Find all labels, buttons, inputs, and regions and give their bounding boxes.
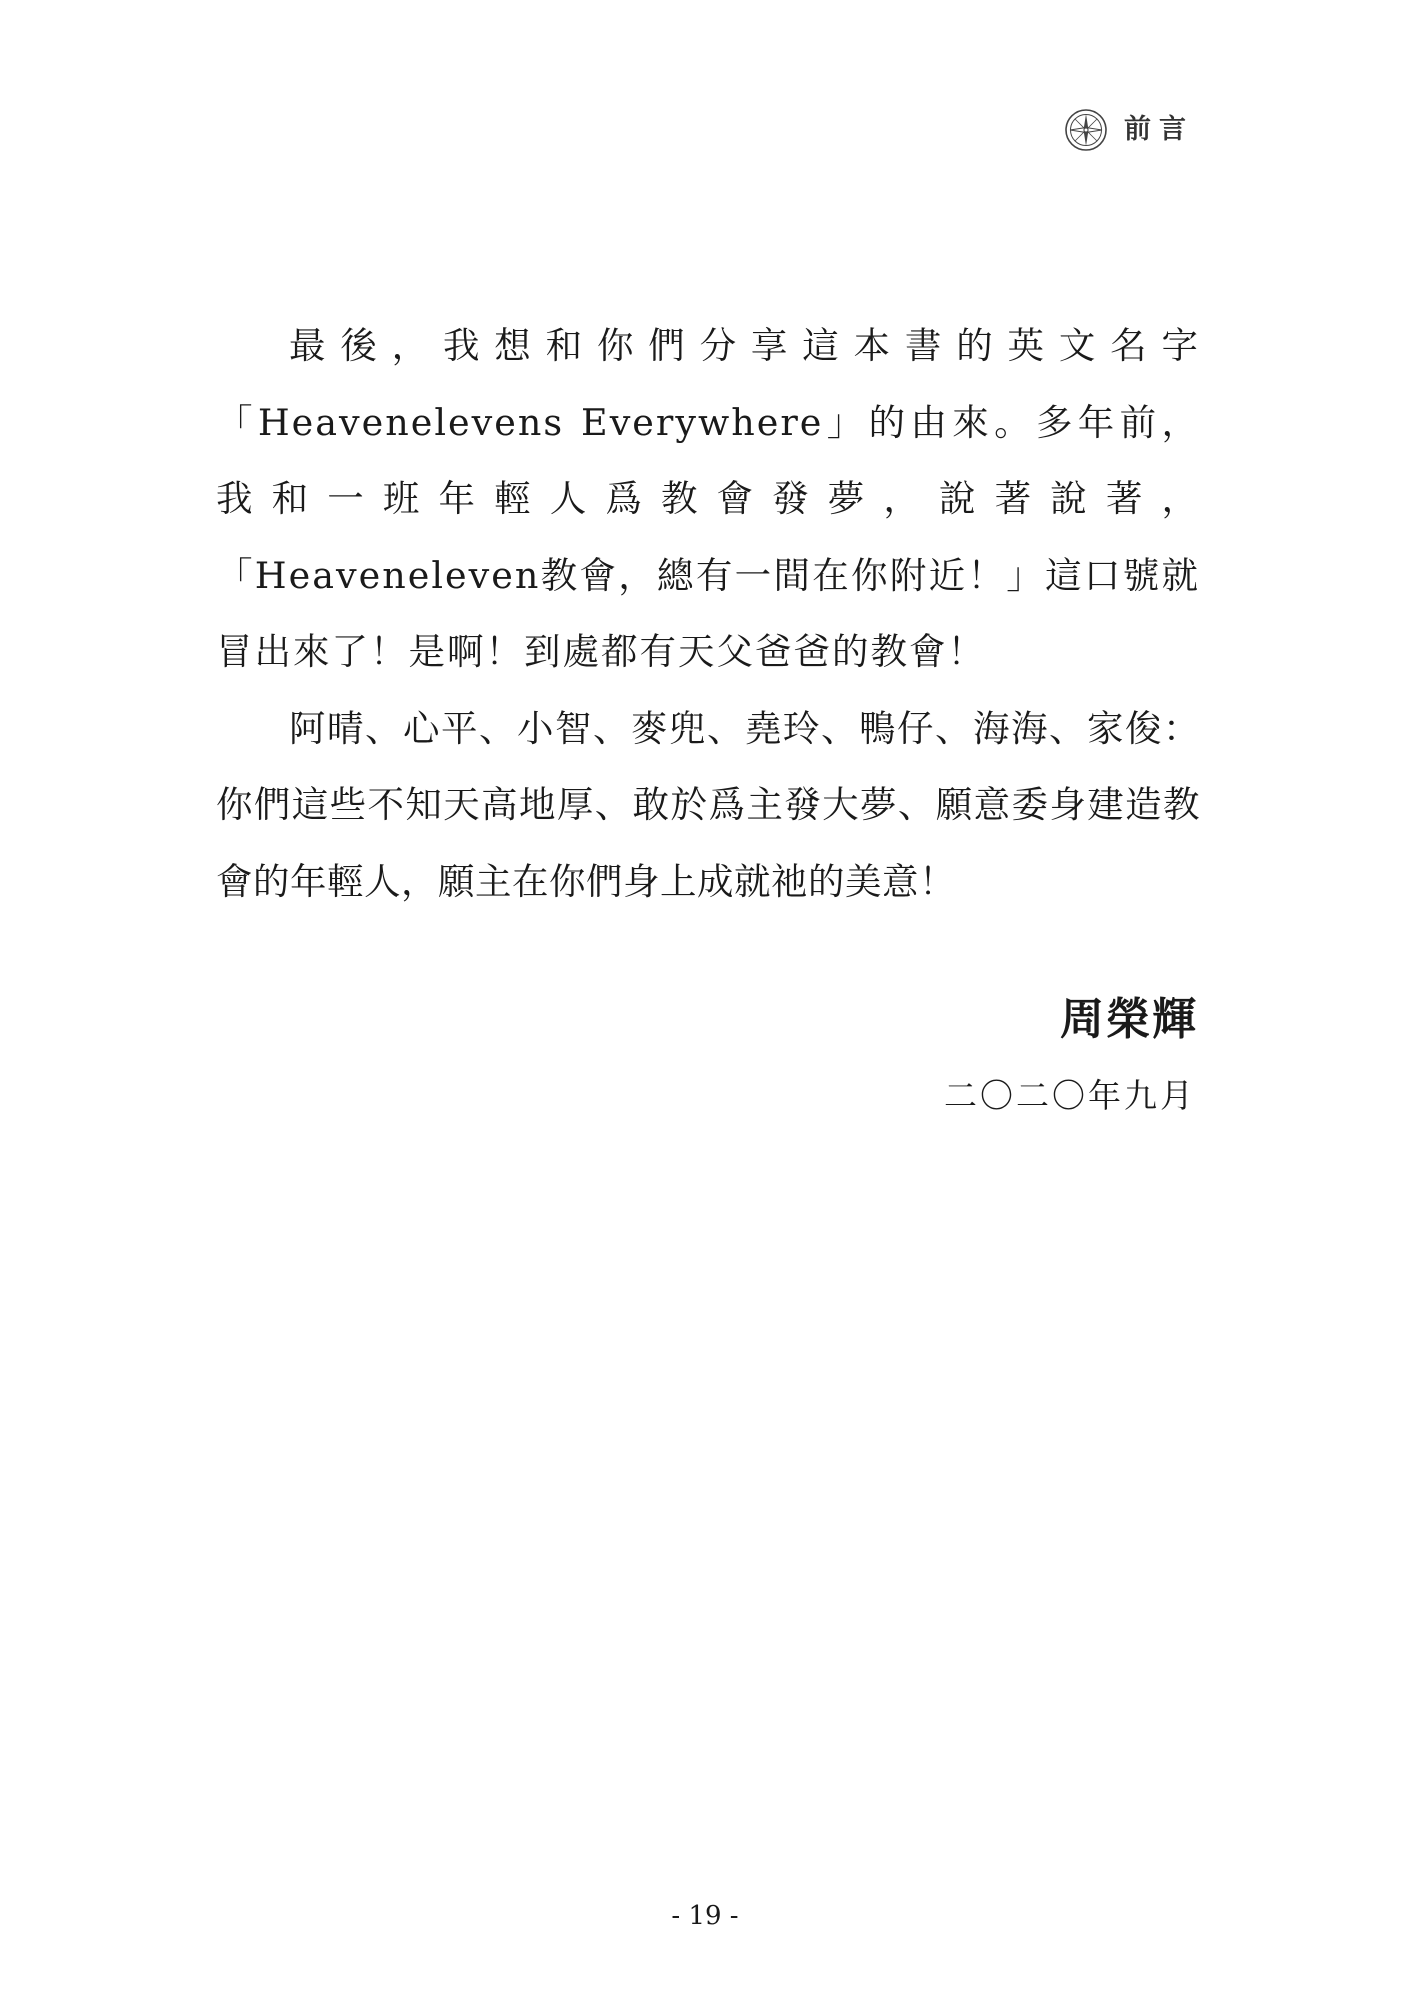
signature-date: 二〇二〇年九月: [944, 1076, 1196, 1115]
page-number: - 19 -: [671, 1901, 739, 1931]
paragraph: 阿晴、心平、小智、麥兜、堯玲、鴨仔、海海、家俊：你們這些不知天高地厚、敢於爲主發大夢、願意委身建造教會的年輕人，願主在你們身上成就祂的美意！: [216, 706, 1200, 903]
section-title: 前言: [1124, 114, 1194, 145]
paragraph: 最後，我想和你們分享這本書的英文名字「Heavenelevens Everywhere」的由來。多年前，我和一班年輕人爲教會發夢，說著說著，「Heaveneleven教會，總有一間在你附近！」這口號就冒出來了！是啊！到處都有天父爸爸的教會！: [216, 324, 1200, 673]
compass-icon: [1064, 108, 1108, 152]
author-signature: 周榮輝: [1060, 994, 1198, 1045]
body-text: [216, 308, 1200, 920]
running-header: [1064, 106, 1194, 154]
